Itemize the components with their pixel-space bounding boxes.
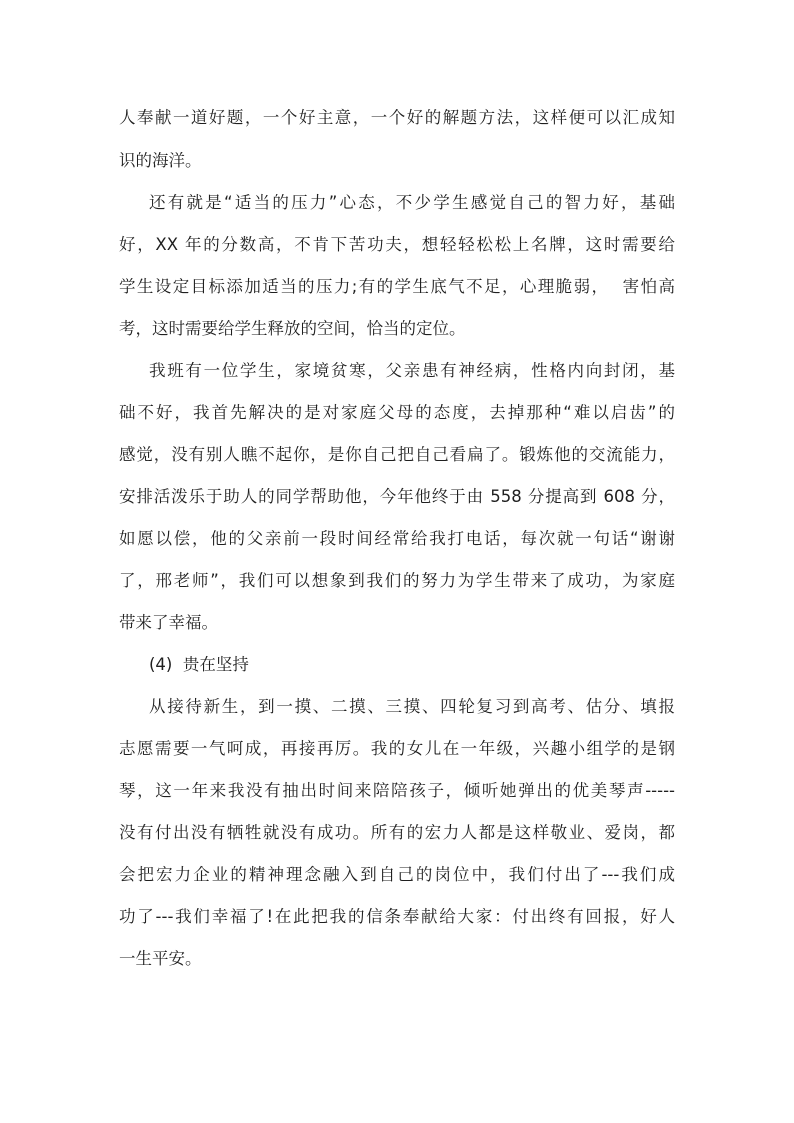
text-line: 功了---我们幸福了!在此把我的信条奉献给大家：付出终有回报，好人 xyxy=(119,907,675,926)
text-line: 从接待新生，到一摸、二摸、三摸、四轮复习到高考、估分、填报 xyxy=(149,697,675,716)
text-line: 学生设定目标添加适当的压力;有的学生底气不足，心理脆弱， 害怕高 xyxy=(119,277,675,296)
text-line: 一生平安。 xyxy=(119,949,202,968)
text-line: 安排活泼乐于助人的同学帮助他，今年他终于由 558 分提高到 608 分， xyxy=(119,487,675,506)
text-line: 会把宏力企业的精神理念融入到自己的岗位中，我们付出了---我们成 xyxy=(119,865,675,884)
text-line: 志愿需要一气呵成，再接再厉。我的女儿在一年级，兴趣小组学的是钢 xyxy=(119,739,675,758)
text-line: 人奉献一道好题，一个好主意，一个好的解题方法，这样便可以汇成知 xyxy=(119,108,675,127)
text-line: 础不好，我首先解决的是对家庭父母的态度，去掉那种“难以启齿”的 xyxy=(119,403,675,422)
text-line: 好，XX 年的分数高，不肯下苦功夫，想轻轻松松上名牌，这时需要给 xyxy=(119,235,675,254)
text-line: 我班有一位学生，家境贫寒，父亲患有神经病，性格内向封闭，基 xyxy=(149,361,675,380)
text-line: 琴，这一年来我没有抽出时间来陪陪孩子，倾听她弹出的优美琴声----- xyxy=(119,781,675,800)
text-line: 了，邢老师”，我们可以想象到我们的努力为学生带来了成功，为家庭 xyxy=(119,571,675,590)
text-line: 没有付出没有牺牲就没有成功。所有的宏力人都是这样敬业、爱岗，都 xyxy=(119,823,675,842)
text-line: 识的海洋。 xyxy=(119,151,202,170)
text-line: 带来了幸福。 xyxy=(119,613,218,632)
text-line: 考，这时需要给学生释放的空间，恰当的定位。 xyxy=(119,319,466,338)
text-line: 感觉，没有别人瞧不起你，是你自己把自己看扁了。锻炼他的交流能力， xyxy=(119,445,675,464)
text-line: 如愿以偿，他的父亲前一段时间经常给我打电话，每次就一句话“谢谢 xyxy=(119,529,675,548)
text-line: 还有就是“适当的压力”心态，不少学生感觉自己的智力好，基础 xyxy=(149,193,675,212)
section-heading: (4) 贵在坚持 xyxy=(149,655,249,674)
